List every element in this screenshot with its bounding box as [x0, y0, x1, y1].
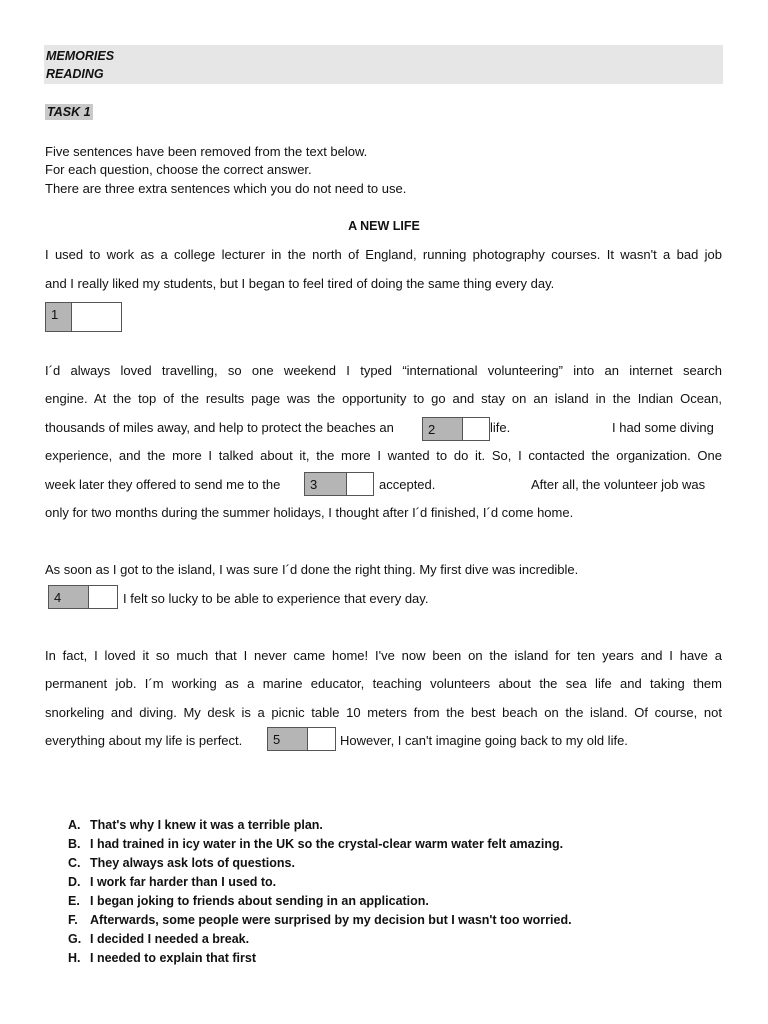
- instruction-line: Five sentences have been removed from the text below.: [45, 144, 368, 159]
- answer-gap-5[interactable]: [267, 727, 336, 751]
- header-subtitle: READING: [46, 67, 104, 81]
- gap-blank[interactable]: [463, 418, 489, 440]
- text-line: As soon as I got to the island, I was sure I´d done the right thing. My first dive was incredible.: [45, 562, 579, 577]
- option-text: I work far harder than I used to.: [90, 875, 277, 889]
- answer-option: [68, 892, 572, 911]
- gap-blank[interactable]: [308, 728, 335, 750]
- gap-number: 2: [423, 418, 463, 440]
- option-letter: H.: [68, 951, 81, 965]
- task-label: TASK 1: [47, 105, 91, 119]
- answer-gap-3[interactable]: [304, 472, 374, 496]
- instruction-line: For each question, choose the correct answer.: [45, 162, 312, 177]
- text-line: I used to work as a college lecturer in the north of England, running photography courses. It wasn't a bad job: [45, 247, 722, 262]
- text-line: week later they offered to send me to the: [45, 477, 281, 492]
- article-title: A NEW LIFE: [348, 219, 420, 233]
- option-text: I needed to explain that first: [90, 951, 256, 965]
- instruction-line: There are three extra sentences which you do not need to use.: [45, 181, 407, 196]
- answer-option: [68, 816, 572, 835]
- answer-option: [68, 873, 572, 892]
- option-text: That's why I knew it was a terrible plan.: [90, 818, 323, 832]
- text-line: In fact, I loved it so much that I never came home! I've now been on the island for ten years and I have a: [45, 648, 722, 663]
- option-text: They always ask lots of questions.: [90, 856, 295, 870]
- gap-number: 4: [49, 586, 89, 608]
- header-bar: [44, 45, 723, 84]
- gap-blank[interactable]: [347, 473, 373, 495]
- text-line: accepted.: [379, 477, 436, 492]
- text-line: engine. At the top of the results page was the opportunity to go and stay on an island in the Indian Ocean,: [45, 391, 722, 406]
- option-letter: F.: [68, 913, 78, 927]
- text-line: experience, and the more I talked about it, the more I wanted to do it. So, I contacted the organization. One: [45, 448, 722, 463]
- answer-option: [68, 911, 572, 930]
- answer-gap-1[interactable]: [45, 302, 122, 332]
- option-letter: G.: [68, 932, 82, 946]
- answer-option: [68, 930, 572, 949]
- option-text: I decided I needed a break.: [90, 932, 250, 946]
- text-line: thousands of miles away, and help to protect the beaches an: [45, 420, 394, 435]
- text-line: However, I can't imagine going back to my old life.: [340, 733, 628, 748]
- text-line: snorkeling and diving. My desk is a picnic table 10 meters from the best beach on the island. Of course, not: [45, 705, 722, 720]
- answer-gap-2[interactable]: [422, 417, 490, 441]
- answer-gap-4[interactable]: [48, 585, 118, 609]
- option-letter: C.: [68, 856, 81, 870]
- option-letter: D.: [68, 875, 81, 889]
- text-line: only for two months during the summer holidays, I thought after I´d finished, I´d come home.: [45, 505, 574, 520]
- text-line: I´d always loved travelling, so one weekend I typed “international volunteering” into an internet search: [45, 363, 722, 378]
- gap-number: 5: [268, 728, 308, 750]
- option-text: Afterwards, some people were surprised by my decision but I wasn't too worried.: [90, 913, 572, 927]
- text-line: I felt so lucky to be able to experience that every day.: [123, 591, 429, 606]
- text-line: I had some diving: [612, 420, 714, 435]
- gap-blank[interactable]: [72, 303, 121, 331]
- gap-number: 1: [46, 303, 72, 331]
- header-title: MEMORIES: [46, 49, 115, 63]
- option-text: I had trained in icy water in the UK so the crystal-clear warm water felt amazing.: [90, 837, 564, 851]
- gap-number: 3: [305, 473, 347, 495]
- option-letter: A.: [68, 818, 81, 832]
- gap-blank[interactable]: [89, 586, 117, 608]
- option-text: I began joking to friends about sending in an application.: [90, 894, 429, 908]
- text-line: everything about my life is perfect.: [45, 733, 243, 748]
- answer-options-list: [68, 816, 572, 968]
- answer-option: [68, 949, 572, 968]
- option-letter: B.: [68, 837, 81, 851]
- answer-option: [68, 835, 572, 854]
- text-line: permanent job. I´m working as a marine educator, teaching volunteers about the sea life and taking them: [45, 676, 722, 691]
- answer-option: [68, 854, 572, 873]
- text-line: and I really liked my students, but I began to feel tired of doing the same thing every day.: [45, 276, 555, 291]
- option-letter: E.: [68, 894, 80, 908]
- text-line: After all, the volunteer job was: [531, 477, 706, 492]
- text-line: life.: [490, 420, 511, 435]
